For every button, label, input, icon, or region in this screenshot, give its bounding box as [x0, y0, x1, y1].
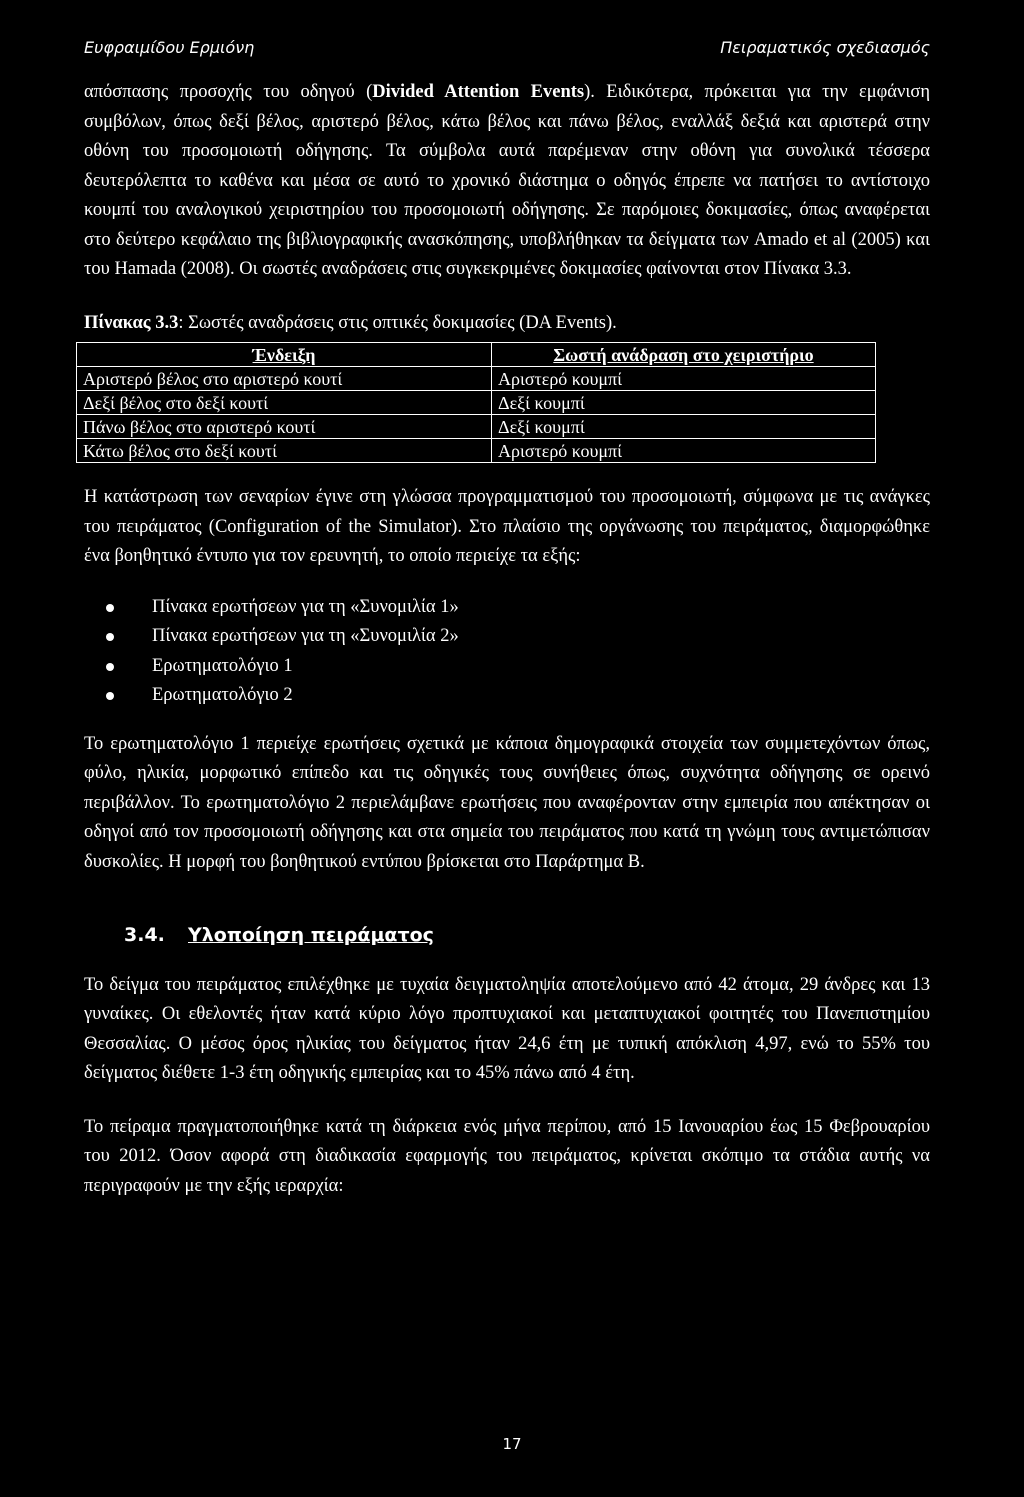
page-number: 17 — [502, 1435, 522, 1453]
section-number: 3.4. — [124, 924, 165, 946]
responses-table — [76, 342, 876, 463]
table-cell: Αριστερό κουμπί — [492, 367, 876, 391]
table-cell: Δεξί κουμπί — [492, 391, 876, 415]
para1-after: ). Ειδικότερα, πρόκειται για την εμφάνιση συμβόλων, όπως δεξί βέλος, αριστερό βέλος, κάτω βέλος και πάνω βέλος, εναλλάξ δεξιά και αριστερά στην οθόνη του προσομοιωτή οδήγησης. Τα σύμβολα αυτά παρέμεναν στην οθόνη για συνολικά τέσσερα δευτερόλεπτα το καθένα και μέσα σε αυτό το χρονικό διάστημα ο οδηγός έπρεπε να πατήσει το αντίστοιχο κουμπί του αναλογικού χειριστηρίου του προσομοιωτή οδήγησης. Σε παρόμοιες δοκιμασίες, όπως αναφέρεται στο δεύτερο κεφάλαιο της βιβλιογραφικής ανασκόπησης, υποβλήθηκαν τα δείγματα των Amado et al (2005) και του Hamada (2008). Οι σωστές αναδράσεις στις συγκεκριμένες δοκιμασίες φαίνονται στον Πίνακα 3.3. — [84, 82, 930, 279]
header-author: Ευφραιμίδου Ερμιόνη — [84, 38, 255, 57]
table-caption — [84, 309, 930, 339]
list-item: Πίνακα ερωτήσεων για τη «Συνομιλία 2» — [84, 622, 930, 652]
list-item: Ερωτηματολόγιο 1 — [84, 652, 930, 682]
para1-before: απόσπασης προσοχής του οδηγού ( — [84, 82, 373, 102]
table-header-cue: Ένδειξη — [77, 343, 492, 367]
table-cell: Κάτω βέλος στο δεξί κουτί — [77, 439, 492, 463]
table-row — [77, 415, 876, 439]
table-row — [77, 439, 876, 463]
header-chapter: Πειραματικός σχεδιασμός — [720, 38, 930, 57]
paragraph-sample: Το δείγμα του πειράματος επιλέχθηκε με τυχαία δειγματοληψία αποτελούμενο από 42 άτομα, 29 άνδρες και 13 γυναίκες. Οι εθελοντές ήταν κατά κύριο λόγο προπτυχιακοί και μεταπτυχιακοί φοιτητές του Πανεπιστημίου Θεσσαλίας. Ο μέσος όρος ηλικίας του δείγματος ήταν 24,6 έτη με τυπική απόκλιση 4,97, ενώ το 55% του δείγματος διέθετε 1-3 έτη οδηγικής εμπειρίας και το 45% πάνω από 4 έτη. — [84, 974, 930, 1083]
section-title: Υλοποίηση πειράματος — [188, 924, 434, 946]
table-caption-label: Πίνακας 3.3 — [84, 312, 179, 333]
table-header-response: Σωστή ανάδραση στο χειριστήριο — [492, 343, 876, 367]
paragraph-da-events — [84, 78, 930, 285]
page-content — [84, 78, 930, 1201]
table-row — [77, 391, 876, 415]
section-heading — [84, 921, 930, 951]
page-header — [84, 38, 930, 57]
list-item: Πίνακα ερωτήσεων για τη «Συνομιλία 1» — [84, 593, 930, 623]
table-caption-text: : Σωστές αναδράσεις στις οπτικές δοκιμασίες (DA Events). — [178, 312, 617, 333]
paragraph-questionnaires: Το ερωτηματολόγιο 1 περιείχε ερωτήσεις σχετικά με κάποια δημογραφικά στοιχεία των συμμετεχόντων όπως, φύλο, ηλικία, μορφωτικό επίπεδο και τις οδηγικές τους συνήθειες όπως, συχνότητα οδήγησης σε ορεινό περιβάλλον. Το ερωτηματολόγιο 2 περιελάμβανε ερωτήσεις που αναφέρονταν στην εμπειρία που απέκτησαν οι οδηγοί από τον προσομοιωτή οδήγησης και στα σημεία του πειράματος που κατά τη γνώμη τους αντιμετώπισαν δυσκολίες. Η μορφή του βοηθητικού εντύπου βρίσκεται στο Παράρτημα Β. — [84, 733, 930, 872]
table-cell: Αριστερό κουμπί — [492, 439, 876, 463]
paragraph-configuration: Η κατάστρωση των σεναρίων έγινε στη γλώσσα προγραμματισμού του προσομοιωτή, σύμφωνα με τις ανάγκες του πειράματος (Configuration of the Simulator). Στο πλαίσιο της οργάνωσης του πειράματος, διαμορφώθηκε ένα βοηθητικό έντυπο για τον ερευνητή, το οποίο περιείχε τα εξής: — [84, 487, 930, 566]
table-cell: Αριστερό βέλος στο αριστερό κουτί — [77, 367, 492, 391]
para1-bold: Divided Attention Events — [372, 82, 585, 102]
bullet-list — [84, 593, 930, 711]
table-row — [77, 367, 876, 391]
table-cell: Δεξί βέλος στο δεξί κουτί — [77, 391, 492, 415]
table-cell: Πάνω βέλος στο αριστερό κουτί — [77, 415, 492, 439]
list-item: Ερωτηματολόγιο 2 — [84, 681, 930, 711]
table-cell: Δεξί κουμπί — [492, 415, 876, 439]
table-header-row — [77, 343, 876, 367]
paragraph-procedure: Το πείραμα πραγματοποιήθηκε κατά τη διάρκεια ενός μήνα περίπου, από 15 Ιανουαρίου έως 15 Φεβρουαρίου του 2012. Όσον αφορά στη διαδικασία εφαρμογής του πειράματος, κρίνεται σκόπιμο τα στάδια αυτής να περιγραφούν με την εξής ιεραρχία: — [84, 1116, 930, 1196]
